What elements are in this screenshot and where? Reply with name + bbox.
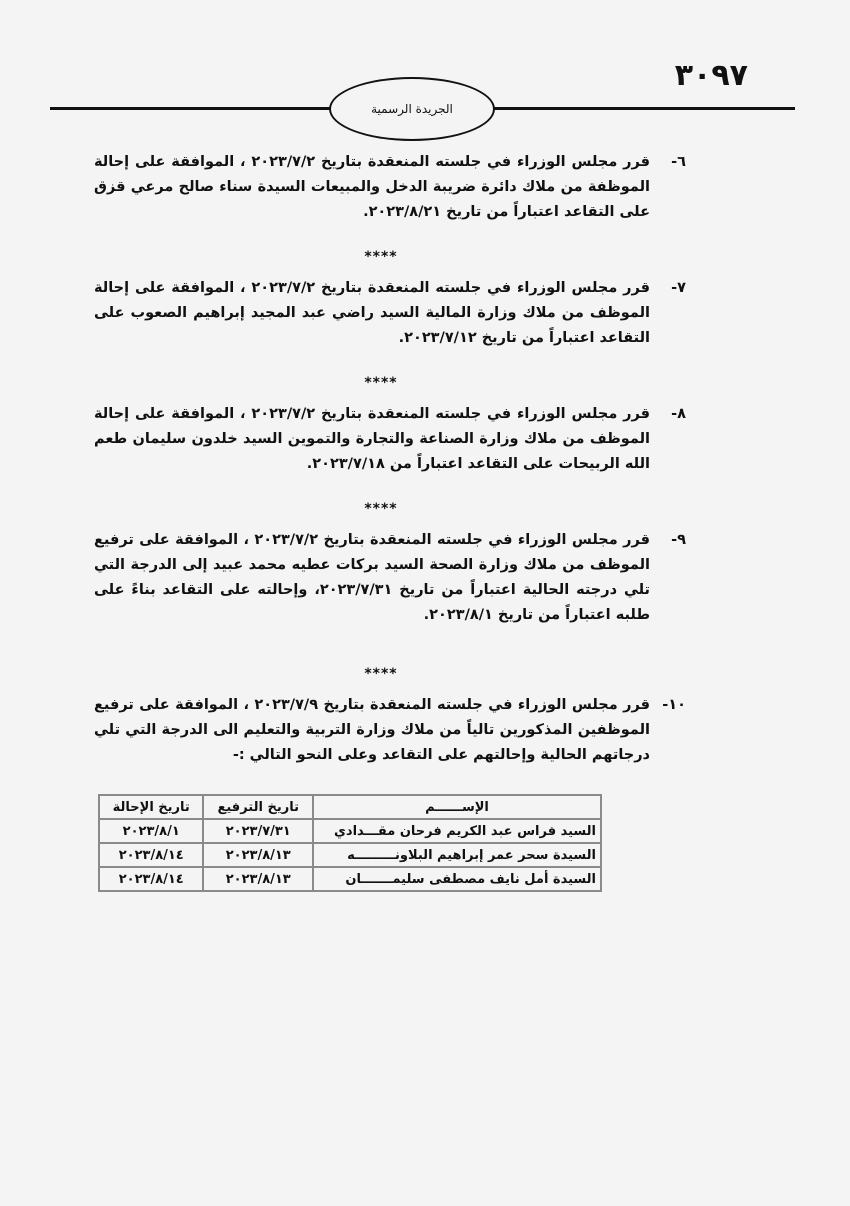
retirement-date: ٢٠٢٣/٨/١٤ (99, 867, 203, 891)
staff-table (98, 794, 602, 892)
retirement-date: ٢٠٢٣/٨/١٤ (99, 843, 203, 867)
decision-number: ٨- (671, 406, 686, 422)
promotion-date: ٢٠٢٣/٧/٣١ (203, 819, 313, 843)
separator: **** (364, 666, 398, 682)
table-header-row (99, 795, 601, 819)
column-header-name: الإســــــم (313, 795, 601, 819)
promotion-date: ٢٠٢٣/٨/١٣ (203, 843, 313, 867)
decision-text: قرر مجلس الوزراء في جلسته المنعقدة بتاريخ ٢٠٢٣/٧/٢ ، الموافقة على إحالة الموظف من ملاك وزارة المالية السيد راضي عبد المجيد إبراهيم الصعوب على التقاعد اعتباراً من تاريخ ٢٠٢٣/٧/١٢. (94, 280, 651, 346)
table-row (99, 819, 601, 843)
retirement-date: ٢٠٢٣/٨/١ (99, 819, 203, 843)
publication-title: الجريدة الرسمية (371, 102, 453, 116)
employee-name: السيدة سحر عمر إبراهيم البلاونـــــــــه (313, 843, 601, 867)
decision-text: قرر مجلس الوزراء في جلسته المنعقدة بتاريخ ٢٠٢٣/٧/٢ ، الموافقة على ترفيع الموظف من ملاك وزارة الصحة السيد بركات عطيه محمد عبيد إلى الدرجة التي تلي درجته الحالية اعتباراً من تاريخ ٢٠٢٣/٧/٣١، وإحالته على التقاعد بناءً على طلبه اعتباراً من تاريخ ٢٠٢٣/٨/١. (94, 532, 650, 623)
page-number: ٣٠٩٧ (674, 58, 748, 93)
decision-number: ٩- (671, 532, 686, 548)
decision-item-9 (94, 528, 686, 628)
column-header-retirement-date: تاريخ الإحالة (99, 795, 203, 819)
publication-title-oval (329, 77, 495, 141)
employee-name: السيدة أمل نايف مصطفى سليمـــــــان (313, 867, 601, 891)
separator: **** (364, 375, 398, 391)
decision-item-7 (94, 276, 686, 351)
employee-name: السيد فراس عبد الكريم فرحان مقـــدادي (313, 819, 601, 843)
promotion-date: ٢٠٢٣/٨/١٣ (203, 867, 313, 891)
decision-item-8 (94, 402, 686, 477)
decision-number: ١٠- (662, 697, 686, 713)
decision-number: ٦- (671, 154, 686, 170)
table-row (99, 867, 601, 891)
decision-item-10 (94, 693, 686, 768)
separator: **** (364, 249, 398, 265)
table-row (99, 843, 601, 867)
decision-item-6 (94, 150, 686, 225)
decision-text: قرر مجلس الوزراء في جلسته المنعقدة بتاريخ ٢٠٢٣/٧/٩ ، الموافقة على ترفيع الموظفين المذكورين تالياً من ملاك وزارة التربية والتعليم الى الدرجة التي تلي درجاتهم الحالية وإحالتهم على التقاعد وعلى النحو التالي :- (94, 697, 650, 763)
decisions-body (94, 150, 686, 768)
decision-number: ٧- (671, 280, 686, 296)
column-header-promotion-date: تاريخ الترفيع (203, 795, 313, 819)
decision-text: قرر مجلس الوزراء في جلسته المنعقدة بتاريخ ٢٠٢٣/٧/٢ ، الموافقة على إحالة الموظف من ملاك وزارة الصناعة والتجارة والتموين السيد خلدون سليمان طعم الله الربيحات على التقاعد اعتباراً من ٢٠٢٣/٧/١٨. (94, 406, 651, 472)
decision-text: قرر مجلس الوزراء في جلسته المنعقدة بتاريخ ٢٠٢٣/٧/٢ ، الموافقة على إحالة الموظفة من ملاك دائرة ضريبة الدخل والمبيعات السيدة سناء صالح مرعي قزق على التقاعد اعتباراً من تاريخ ٢٠٢٣/٨/٢١. (94, 154, 651, 220)
separator: **** (364, 501, 398, 517)
